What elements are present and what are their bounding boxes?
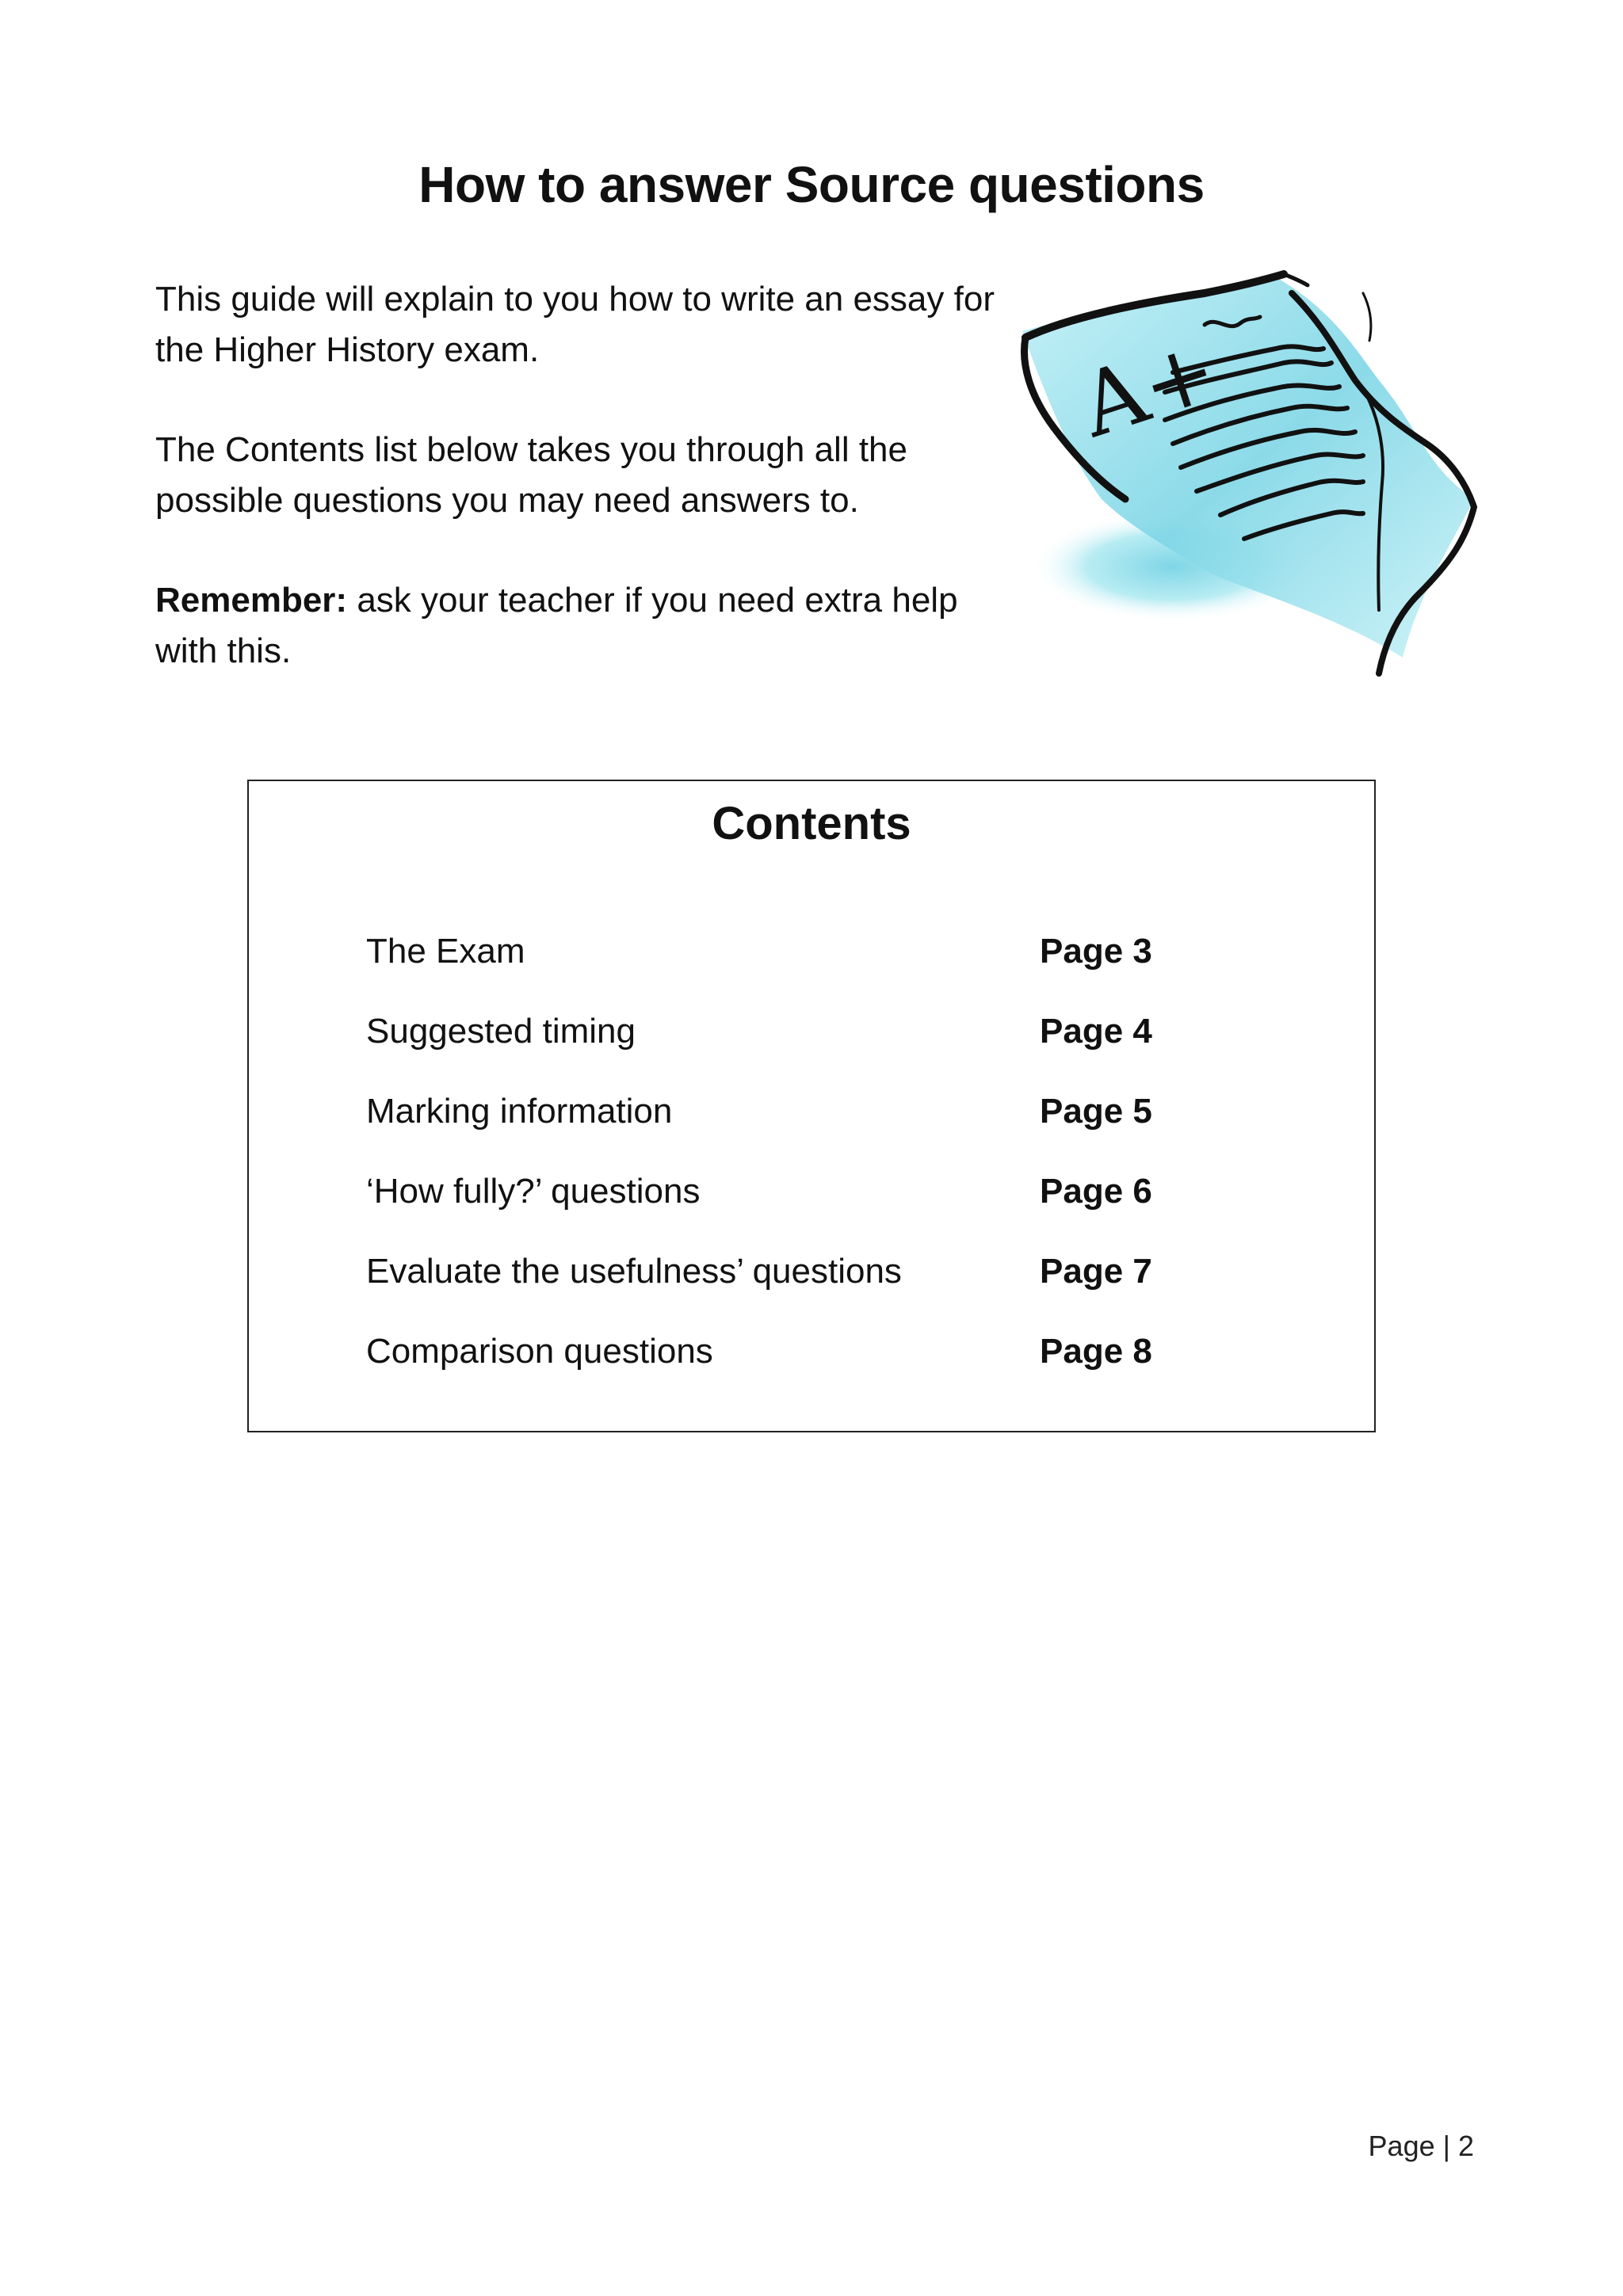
contents-item-label: Comparison questions xyxy=(366,1332,713,1371)
contents-item-label: ‘How fully?’ questions xyxy=(366,1172,701,1211)
contents-item-label: Marking information xyxy=(366,1092,673,1131)
contents-item xyxy=(366,1169,1317,1249)
contents-item-page: Page 7 xyxy=(1040,1252,1152,1291)
graded-paper-icon xyxy=(1006,261,1482,681)
contents-item-label: Suggested timing xyxy=(366,1012,636,1051)
contents-item-label: The Exam xyxy=(366,932,525,971)
contents-item-label: Evaluate the usefulness’ questions xyxy=(366,1252,902,1291)
grade-mark: A+ xyxy=(1068,318,1229,457)
page-number: Page | 2 xyxy=(1368,2130,1474,2162)
contents-item xyxy=(366,1249,1317,1329)
contents-item-page: Page 4 xyxy=(1040,1012,1152,1051)
contents-item-page: Page 8 xyxy=(1040,1332,1152,1371)
intro-text xyxy=(155,274,995,677)
contents-item xyxy=(366,929,1317,1009)
remember-text: ask your teacher if you need extra help with this. xyxy=(155,581,958,670)
contents-title: Contents xyxy=(712,798,911,849)
contents-box xyxy=(247,780,1376,1432)
remember-label: Remember: xyxy=(155,581,348,620)
intro-paragraph-3 xyxy=(155,575,995,677)
contents-item-page: Page 5 xyxy=(1040,1092,1152,1131)
intro-paragraph-1: This guide will explain to you how to write an essay for the Higher History exam. xyxy=(155,280,995,369)
contents-list xyxy=(366,929,1317,1409)
intro-paragraph-2: The Contents list below takes you through all the possible questions you may need answers to. xyxy=(155,430,907,520)
contents-item xyxy=(366,1009,1317,1089)
contents-item-page: Page 3 xyxy=(1040,932,1152,971)
contents-item xyxy=(366,1089,1317,1169)
contents-item xyxy=(366,1329,1317,1409)
page-title: How to answer Source questions xyxy=(418,156,1205,213)
contents-item-page: Page 6 xyxy=(1040,1172,1152,1211)
